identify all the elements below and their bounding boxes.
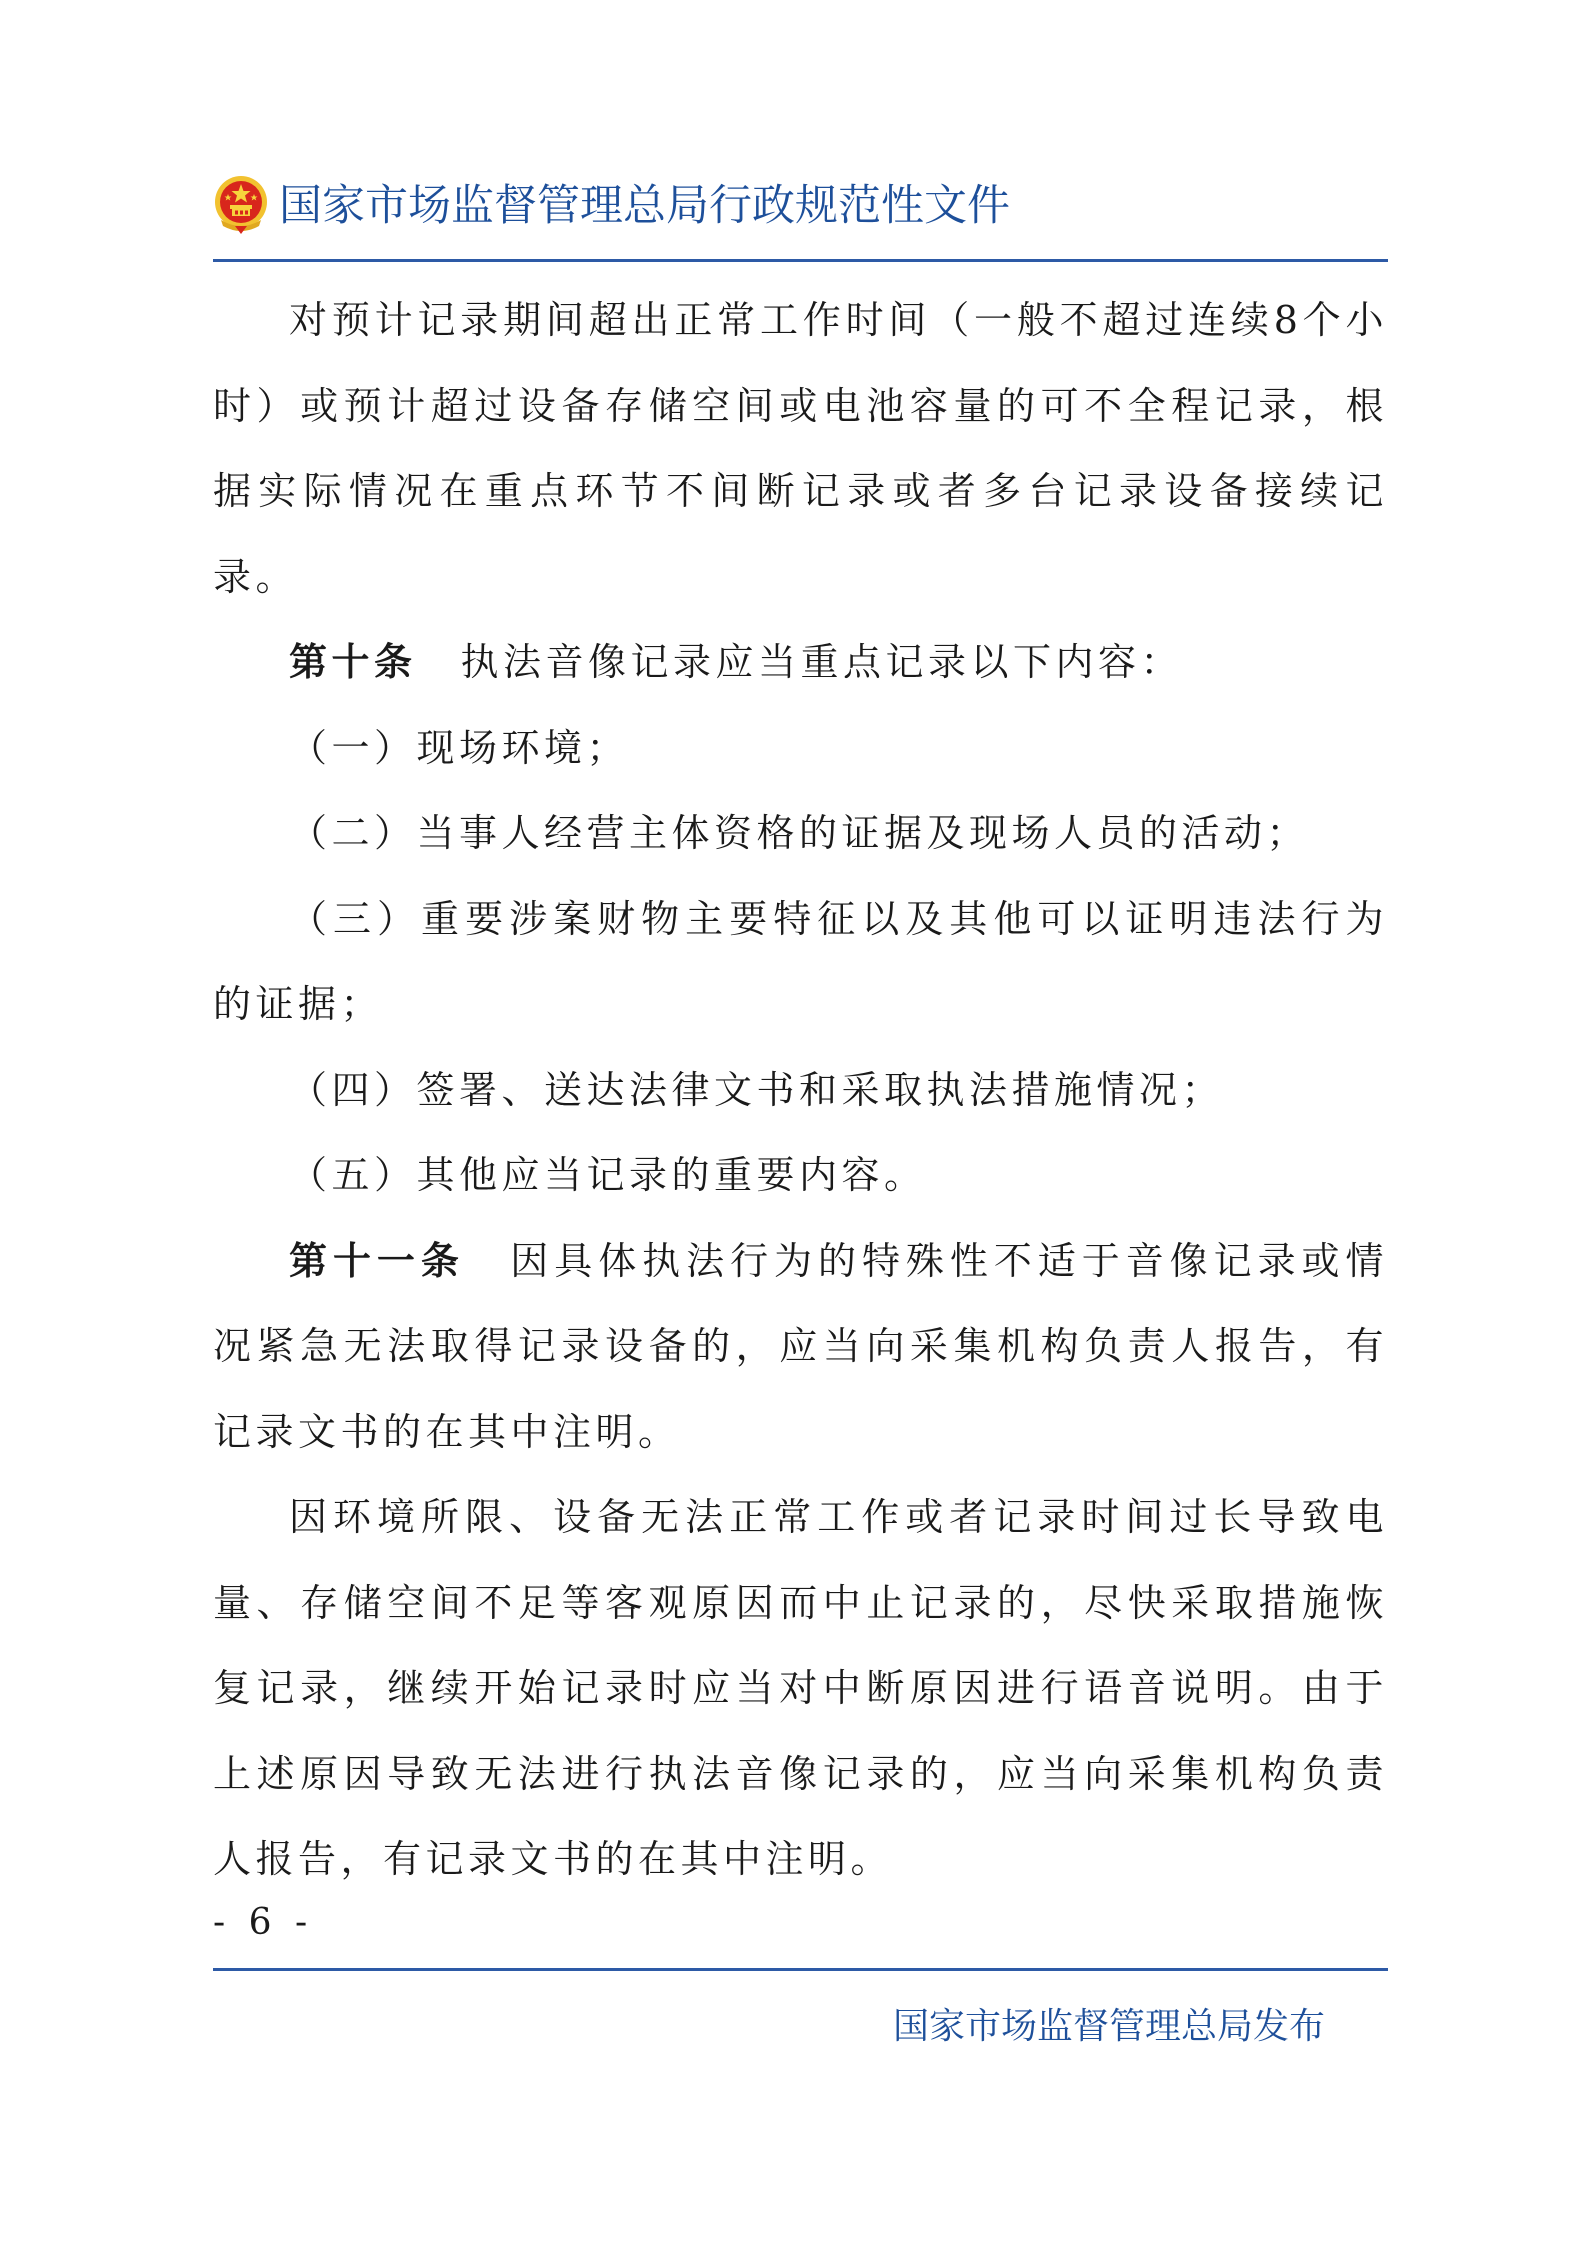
list-item-text: （五）其他应当记录的重要内容。 <box>289 1153 927 1197</box>
list-item <box>213 1048 1388 1134</box>
list-item-text: （三）重要涉案财物主要特征以及其他可以证明违法行为的证据； <box>213 896 1388 1026</box>
footer-publisher: 国家市场监督管理总局发布 <box>892 2006 1325 2047</box>
header-title: 国家市场监督管理总局行政规范性文件 <box>279 181 1010 231</box>
paragraph <box>213 1475 1388 1903</box>
page-number: - 6 - <box>213 1902 314 1943</box>
document-body <box>213 278 1388 1903</box>
list-item-text: （二）当事人经营主体资格的证据及现场人员的活动； <box>289 811 1310 855</box>
paragraph <box>213 278 1388 620</box>
paragraph-text: 因环境所限、设备无法正常工作或者记录时间过长导致电量、存储空间不足等客观原因而中止记录的，尽快采取措施恢复记录，继续开始记录时应当对中断原因进行语音说明。由于上述原因导致无法进行执法音像记录的，应当向采集机构负责人报告，有记录文书的在其中注明。 <box>213 1495 1388 1881</box>
list-item <box>213 791 1388 877</box>
document-header <box>213 168 1388 258</box>
list-item <box>213 706 1388 792</box>
footer-divider <box>213 1968 1388 1971</box>
list-item-text: （四）签署、送达法律文书和采取执法措施情况； <box>289 1067 1225 1112</box>
article-number: 第十条 <box>289 640 417 684</box>
paragraph-text: 对预计记录期间超出正常工作时间（一般不超过连续8个小时）或预计超过设备存储空间或电池容量的可不全程记录，根据实际情况在重点环节不间断记录或者多台记录设备接续记录。 <box>213 298 1388 599</box>
paragraph-text: 执法音像记录应当重点记录以下内容： <box>460 640 1184 684</box>
list-item <box>213 1133 1388 1219</box>
article-10-heading <box>213 620 1388 706</box>
header-divider <box>213 259 1388 262</box>
article-11-heading <box>213 1219 1388 1476</box>
list-item <box>213 877 1388 1048</box>
paragraph-text: 因具体执法行为的特殊性不适于音像记录或情况紧急无法取得记录设备的，应当向采集机构负责人报告，有记录文书的在其中注明。 <box>213 1238 1388 1454</box>
national-emblem-icon <box>213 174 269 236</box>
article-number: 第十一条 <box>289 1238 465 1283</box>
list-item-text: （一）现场环境； <box>289 725 630 770</box>
